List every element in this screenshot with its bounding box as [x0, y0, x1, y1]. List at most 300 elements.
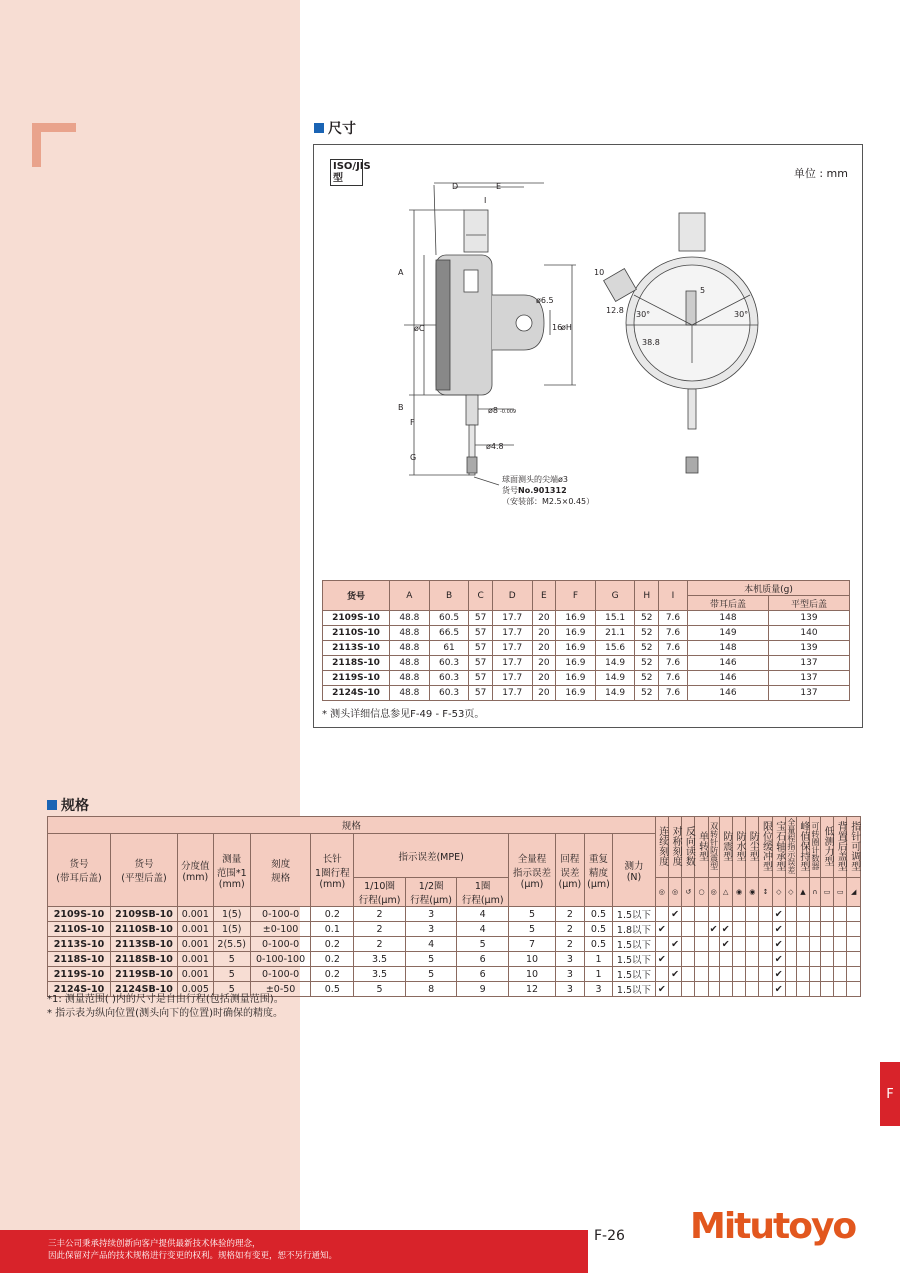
spec-cell-d: ±0-100: [250, 922, 311, 937]
spec-cell-n: 1.8以下: [613, 922, 655, 937]
feature-check-cell: [719, 967, 732, 982]
dim-cell: 48.8: [390, 656, 430, 671]
spec-head-rep: 重复 精度 (μm): [584, 834, 613, 907]
feature-icon-11: ▲: [796, 878, 809, 907]
spec-cell-d: ±0-50: [250, 982, 311, 997]
corner-bracket-mark: [32, 123, 76, 167]
spec-cell-e2: 5: [405, 967, 457, 982]
feature-head-10: 全量程指示误差: [785, 817, 796, 878]
dim-cell: 52: [635, 686, 658, 701]
page-number: F-26: [594, 1228, 625, 1244]
spec-cell-e2: 3: [405, 907, 457, 922]
dim-head-H: H: [635, 581, 658, 611]
feature-icon-8: ↕: [759, 878, 772, 907]
feature-head-9: 宝石轴承型: [772, 817, 785, 878]
dim-cell: 2110S-10: [323, 626, 390, 641]
dim-cell: 17.7: [492, 626, 532, 641]
dim-cell: 149: [688, 626, 769, 641]
spec-cell-n: 1.5以下: [613, 937, 655, 952]
spec-note-1: *1: 测量范围( )内的尺寸是自由行程(包括测量范围)。: [47, 994, 284, 1005]
feature-check-cell: [708, 937, 719, 952]
dim-cell: 17.7: [492, 656, 532, 671]
dim-table-row: [323, 686, 850, 701]
dim-cell: 146: [688, 671, 769, 686]
spec-head-err1: 1/10圈 行程(μm): [354, 878, 406, 907]
dim-table-body: [323, 611, 850, 701]
feature-icon-10: ◇: [785, 878, 796, 907]
spec-cell-p: 1: [584, 952, 613, 967]
spec-cell-r: 5: [213, 982, 250, 997]
feature-check-cell: [746, 937, 759, 952]
dim-cell: 14.9: [595, 656, 635, 671]
feature-check-cell: [785, 952, 796, 967]
dim-cell: 66.5: [429, 626, 469, 641]
mitutoyo-logo: Mitutoyo: [690, 1206, 856, 1247]
feature-head-7: 防尘型: [746, 817, 759, 878]
thread-note: （安装部：M2.5×0.45）: [502, 497, 595, 506]
feature-check-cell: [695, 907, 708, 922]
spec-cell-h: 2: [556, 922, 585, 937]
feature-check-cell: ✔: [772, 907, 785, 922]
spec-cell-r: 2(5.5): [213, 937, 250, 952]
feature-check-cell: [655, 967, 668, 982]
spec-cell-r: 5: [213, 967, 250, 982]
dim-cell: 139: [769, 641, 850, 656]
spec-cell-e2: 8: [405, 982, 457, 997]
spec-cell-f: 5: [508, 922, 555, 937]
spec-cell-e1: 5: [354, 982, 406, 997]
feature-check-cell: [682, 922, 695, 937]
feature-check-cell: [834, 922, 847, 937]
label-G: G: [410, 453, 417, 462]
feature-check-cell: [668, 922, 681, 937]
feature-check-cell: [834, 952, 847, 967]
dim-head-A: A: [390, 581, 430, 611]
spec-cell-f: 7: [508, 937, 555, 952]
dim-cell: 17.7: [492, 611, 532, 626]
spec-cell-m1: 2118S-10: [48, 952, 111, 967]
dim-cell: 52: [635, 626, 658, 641]
dim-cell: 140: [769, 626, 850, 641]
spec-cell-g: 0.005: [178, 982, 214, 997]
dim-cell: 2118S-10: [323, 656, 390, 671]
feature-check-cell: ✔: [719, 922, 732, 937]
spec-head-dial: 刻度 规格: [250, 834, 311, 907]
spec-note-2: * 指示表为纵向位置(测头向下的位置)时确保的精度。: [47, 1008, 283, 1019]
feature-check-cell: [732, 922, 745, 937]
footer-line-1: 三丰公司秉承持续创新向客户提供最新技术体验的理念，: [48, 1239, 261, 1249]
dim-cell: 57: [469, 671, 492, 686]
dim-cell: 48.8: [390, 611, 430, 626]
spec-cell-d: 0-100-0: [250, 907, 311, 922]
feature-check-cell: [796, 982, 809, 997]
spec-cell-g: 0.001: [178, 952, 214, 967]
feature-icon-0: ◎: [655, 878, 668, 907]
feature-check-cell: [810, 967, 821, 982]
feature-check-cell: [732, 907, 745, 922]
feature-check-cell: [759, 967, 772, 982]
feature-icon-3: ○: [695, 878, 708, 907]
feature-check-cell: ✔: [772, 937, 785, 952]
dim-head-mass-flat: 平型后盖: [769, 596, 850, 611]
feature-check-cell: ✔: [772, 982, 785, 997]
feature-check-cell: [695, 937, 708, 952]
spec-cell-g: 0.001: [178, 907, 214, 922]
feature-check-cell: ✔: [655, 922, 668, 937]
dim-note: * 测头详细信息参见F-49 - F-53页。: [322, 709, 485, 720]
dimension-table: [322, 580, 850, 701]
dim-cell: 20: [532, 686, 555, 701]
dim-cell: 16.9: [556, 671, 596, 686]
feature-check-cell: [695, 952, 708, 967]
dim-head-model: 货号: [323, 581, 390, 611]
label-d30a: 30°: [636, 310, 651, 319]
spec-head-grad: 分度值 (mm): [178, 834, 214, 907]
feature-check-cell: [708, 952, 719, 967]
feature-check-cell: [695, 982, 708, 997]
spec-cell-d: 0-100-100: [250, 952, 311, 967]
spec-cell-n: 1.5以下: [613, 907, 655, 922]
feature-check-cell: [655, 907, 668, 922]
feature-icon-15: ◢: [847, 878, 861, 907]
feature-check-cell: ✔: [655, 982, 668, 997]
feature-check-cell: [820, 922, 833, 937]
feature-check-cell: [746, 907, 759, 922]
spec-cell-m2: 2110SB-10: [111, 922, 178, 937]
dimension-section-title: [314, 118, 356, 138]
spec-cell-m1: 2113S-10: [48, 937, 111, 952]
dim-head-E: E: [532, 581, 555, 611]
label-C: øC: [414, 324, 425, 333]
dimension-title-text: 尺寸: [328, 121, 356, 137]
label-d8-tol: -0.009: [500, 409, 517, 415]
spec-table-row: [48, 967, 861, 982]
feature-check-cell: [834, 907, 847, 922]
spec-cell-l: 0.2: [311, 907, 354, 922]
spec-cell-e3: 6: [457, 967, 509, 982]
spec-cell-f: 10: [508, 952, 555, 967]
feature-icon-5: △: [719, 878, 732, 907]
spec-cell-e1: 2: [354, 937, 406, 952]
feature-check-cell: [668, 982, 681, 997]
label-D: D: [452, 182, 459, 191]
dim-cell: 2113S-10: [323, 641, 390, 656]
feature-head-14: 背置后盖型: [834, 817, 847, 878]
spec-cell-p: 0.5: [584, 922, 613, 937]
dim-table-row: [323, 626, 850, 641]
footer-bar: [0, 1230, 588, 1273]
dim-cell: 60.3: [429, 686, 469, 701]
spec-top-head: 规格: [48, 817, 656, 834]
dim-cell: 7.6: [658, 611, 687, 626]
spec-head-model1: 货号 (带耳后盖): [48, 834, 111, 907]
feature-check-cell: [719, 952, 732, 967]
feature-check-cell: [796, 907, 809, 922]
dim-cell: 52: [635, 671, 658, 686]
dim-cell: 57: [469, 611, 492, 626]
spec-cell-m1: 2119S-10: [48, 967, 111, 982]
feature-head-5: 防震型: [719, 817, 732, 878]
dim-cell: 2119S-10: [323, 671, 390, 686]
feature-check-cell: ✔: [719, 937, 732, 952]
feature-check-cell: [820, 907, 833, 922]
spec-cell-d: 0-100-0: [250, 967, 311, 982]
dim-cell: 20: [532, 656, 555, 671]
dim-cell: 2109S-10: [323, 611, 390, 626]
feature-check-cell: [820, 982, 833, 997]
feature-head-11: 峰值保持型: [796, 817, 809, 878]
dim-head-mass-eared: 带耳后盖: [688, 596, 769, 611]
spec-cell-l: 0.1: [311, 922, 354, 937]
feature-icon-7: ◉: [746, 878, 759, 907]
feature-check-cell: [847, 937, 861, 952]
spec-cell-h: 3: [556, 982, 585, 997]
dim-cell: 16.9: [556, 611, 596, 626]
feature-check-cell: [732, 952, 745, 967]
feature-check-cell: [719, 982, 732, 997]
feature-check-cell: [759, 922, 772, 937]
dim-cell: 61: [429, 641, 469, 656]
spec-cell-e1: 3.5: [354, 952, 406, 967]
dim-cell: 137: [769, 671, 850, 686]
label-d128: 12.8: [606, 306, 624, 315]
feature-check-cell: [796, 937, 809, 952]
iso-badge-line2: 型: [333, 173, 343, 184]
section-tab-f: F: [880, 1062, 900, 1126]
dim-head-C: C: [469, 581, 492, 611]
label-E: E: [496, 182, 502, 191]
feature-check-cell: ✔: [772, 967, 785, 982]
dim-cell: 52: [635, 641, 658, 656]
dim-cell: 7.6: [658, 656, 687, 671]
feature-check-cell: [682, 982, 695, 997]
feature-check-cell: [810, 937, 821, 952]
dim-cell: 17.7: [492, 671, 532, 686]
feature-check-cell: [719, 907, 732, 922]
spec-cell-h: 3: [556, 967, 585, 982]
feature-check-cell: [785, 982, 796, 997]
label-F: F: [410, 418, 415, 427]
feature-check-cell: [810, 907, 821, 922]
dim-cell: 60.3: [429, 671, 469, 686]
spec-cell-n: 1.5以下: [613, 967, 655, 982]
label-d48: ø4.8: [486, 442, 504, 451]
feature-check-cell: [668, 952, 681, 967]
spec-cell-d: 0-100-0: [250, 937, 311, 952]
label-d65: ø6.5: [536, 296, 554, 305]
feature-check-cell: [847, 922, 861, 937]
dim-cell: 17.7: [492, 686, 532, 701]
spec-cell-m1: 2124S-10: [48, 982, 111, 997]
spec-table-row: [48, 907, 861, 922]
spec-cell-l: 0.2: [311, 937, 354, 952]
feature-icon-13: ▭: [820, 878, 833, 907]
spec-head-long: 长针 1圈行程 (mm): [311, 834, 354, 907]
ball-note: 球面测头的尖端ø3: [502, 475, 568, 484]
spec-table-body: [48, 907, 861, 997]
feature-check-cell: [834, 982, 847, 997]
spec-cell-f: 5: [508, 907, 555, 922]
spec-table: [47, 816, 861, 997]
dim-head-mass: 本机质量(g): [688, 581, 850, 596]
feature-head-2: 反向读数: [682, 817, 695, 878]
dim-cell: 137: [769, 686, 850, 701]
spec-cell-h: 2: [556, 937, 585, 952]
dim-head-D: D: [492, 581, 532, 611]
dim-cell: 139: [769, 611, 850, 626]
spec-table-row: [48, 952, 861, 967]
feature-check-cell: [847, 952, 861, 967]
feature-check-cell: [834, 937, 847, 952]
dim-cell: 20: [532, 611, 555, 626]
dim-cell: 60.3: [429, 656, 469, 671]
dim-cell: 16.9: [556, 641, 596, 656]
feature-check-cell: [810, 952, 821, 967]
feature-check-cell: [796, 967, 809, 982]
dim-cell: 16.9: [556, 686, 596, 701]
feature-check-cell: [746, 922, 759, 937]
spec-cell-e3: 5: [457, 937, 509, 952]
spec-cell-p: 0.5: [584, 937, 613, 952]
dim-cell: 7.6: [658, 626, 687, 641]
feature-check-cell: [695, 922, 708, 937]
dim-head-G: G: [595, 581, 635, 611]
dim-cell: 7.6: [658, 671, 687, 686]
feature-head-12: 可转圈计数器: [810, 817, 821, 878]
dim-cell: 52: [635, 611, 658, 626]
spec-cell-h: 2: [556, 907, 585, 922]
spec-cell-m2: 2119SB-10: [111, 967, 178, 982]
spec-cell-m2: 2124SB-10: [111, 982, 178, 997]
feature-check-cell: [847, 907, 861, 922]
dim-cell: 57: [469, 641, 492, 656]
dim-cell: 57: [469, 626, 492, 641]
feature-check-cell: [682, 967, 695, 982]
spec-cell-e2: 4: [405, 937, 457, 952]
feature-check-cell: [759, 982, 772, 997]
spec-title-text: 规格: [61, 798, 89, 814]
dim-table-row: [323, 641, 850, 656]
label-d388: 38.8: [642, 338, 660, 347]
spec-cell-l: 0.2: [311, 952, 354, 967]
spec-table-row: [48, 937, 861, 952]
feature-check-cell: ✔: [772, 922, 785, 937]
spec-head-range: 测量 范围*1 (mm): [213, 834, 250, 907]
footer-line-2: 因此保留对产品的技术规格进行变更的权利。规格如有变更，恕不另行通知。: [48, 1251, 338, 1261]
iso-badge-line1: ISO/JIS: [333, 161, 371, 172]
feature-icon-4: ◎: [708, 878, 719, 907]
spec-cell-m2: 2109SB-10: [111, 907, 178, 922]
label-d5: 5: [700, 286, 706, 295]
spec-cell-l: 0.2: [311, 967, 354, 982]
spec-cell-e2: 5: [405, 952, 457, 967]
dim-cell: 15.6: [595, 641, 635, 656]
spec-cell-l: 0.5: [311, 982, 354, 997]
feature-check-cell: [695, 967, 708, 982]
feature-check-cell: ✔: [772, 952, 785, 967]
dim-cell: 48.8: [390, 686, 430, 701]
spec-cell-g: 0.001: [178, 922, 214, 937]
dim-cell: 14.9: [595, 686, 635, 701]
feature-check-cell: [746, 982, 759, 997]
spec-head-model2: 货号 (平型后盖): [111, 834, 178, 907]
spec-cell-p: 3: [584, 982, 613, 997]
dim-cell: 7.6: [658, 686, 687, 701]
feature-check-cell: [759, 937, 772, 952]
label-d8: ø8: [488, 406, 498, 415]
feature-check-cell: [682, 952, 695, 967]
spec-cell-m1: 2109S-10: [48, 907, 111, 922]
dim-cell: 16.9: [556, 656, 596, 671]
spec-head-hyst: 回程 误差 (μm): [556, 834, 585, 907]
dim-cell: 15.1: [595, 611, 635, 626]
spec-cell-g: 0.001: [178, 937, 214, 952]
feature-check-cell: [785, 937, 796, 952]
blue-square-icon: [314, 123, 324, 133]
feature-check-cell: [746, 967, 759, 982]
dim-cell: 57: [469, 686, 492, 701]
feature-check-cell: [785, 907, 796, 922]
feature-check-cell: ✔: [668, 907, 681, 922]
spec-cell-h: 3: [556, 952, 585, 967]
feature-check-cell: [810, 922, 821, 937]
dim-cell: 17.7: [492, 641, 532, 656]
dim-cell: 60.5: [429, 611, 469, 626]
dimension-drawing: [314, 145, 862, 575]
dim-cell: 48.8: [390, 626, 430, 641]
feature-head-0: 连续刻度: [655, 817, 668, 878]
spec-cell-m2: 2113SB-10: [111, 937, 178, 952]
feature-check-cell: [746, 952, 759, 967]
dim-cell: 20: [532, 626, 555, 641]
label-A: A: [398, 268, 404, 277]
feature-check-cell: [708, 967, 719, 982]
dim-cell: 137: [769, 656, 850, 671]
feature-icon-6: ◉: [732, 878, 745, 907]
spec-head-full: 全量程 指示误差 (μm): [508, 834, 555, 907]
feature-head-1: 对称刻度: [668, 817, 681, 878]
spec-head-err: 指示误差(MPE): [354, 834, 509, 878]
dim-cell: 148: [688, 611, 769, 626]
feature-head-6: 防水型: [732, 817, 745, 878]
feature-check-cell: [732, 967, 745, 982]
feature-check-cell: [785, 967, 796, 982]
feature-head-4: 双转针防震型: [708, 817, 719, 878]
feature-check-cell: [682, 907, 695, 922]
dim-cell: 146: [688, 686, 769, 701]
spec-cell-n: 1.5以下: [613, 952, 655, 967]
feature-icon-12: ∩: [810, 878, 821, 907]
spec-cell-e3: 9: [457, 982, 509, 997]
feature-check-cell: ✔: [709, 923, 718, 935]
feature-icon-14: ▭: [834, 878, 847, 907]
feature-check-cell: [655, 937, 668, 952]
spec-cell-p: 0.5: [584, 907, 613, 922]
feature-check-cell: [708, 982, 719, 997]
label-d10: 10: [594, 268, 605, 277]
dim-table-row: [323, 656, 850, 671]
part-note: 货号No.901312: [502, 486, 567, 495]
spec-head-err3: 1圈 行程(μm): [457, 878, 509, 907]
dim-cell: 20: [532, 641, 555, 656]
feature-check-cell: [810, 982, 821, 997]
spec-table-row: [48, 922, 861, 937]
feature-check-cell: [759, 907, 772, 922]
dim-table-row: [323, 611, 850, 626]
feature-icon-2: ↺: [682, 878, 695, 907]
dim-head-I: I: [658, 581, 687, 611]
dim-table-row: [323, 671, 850, 686]
